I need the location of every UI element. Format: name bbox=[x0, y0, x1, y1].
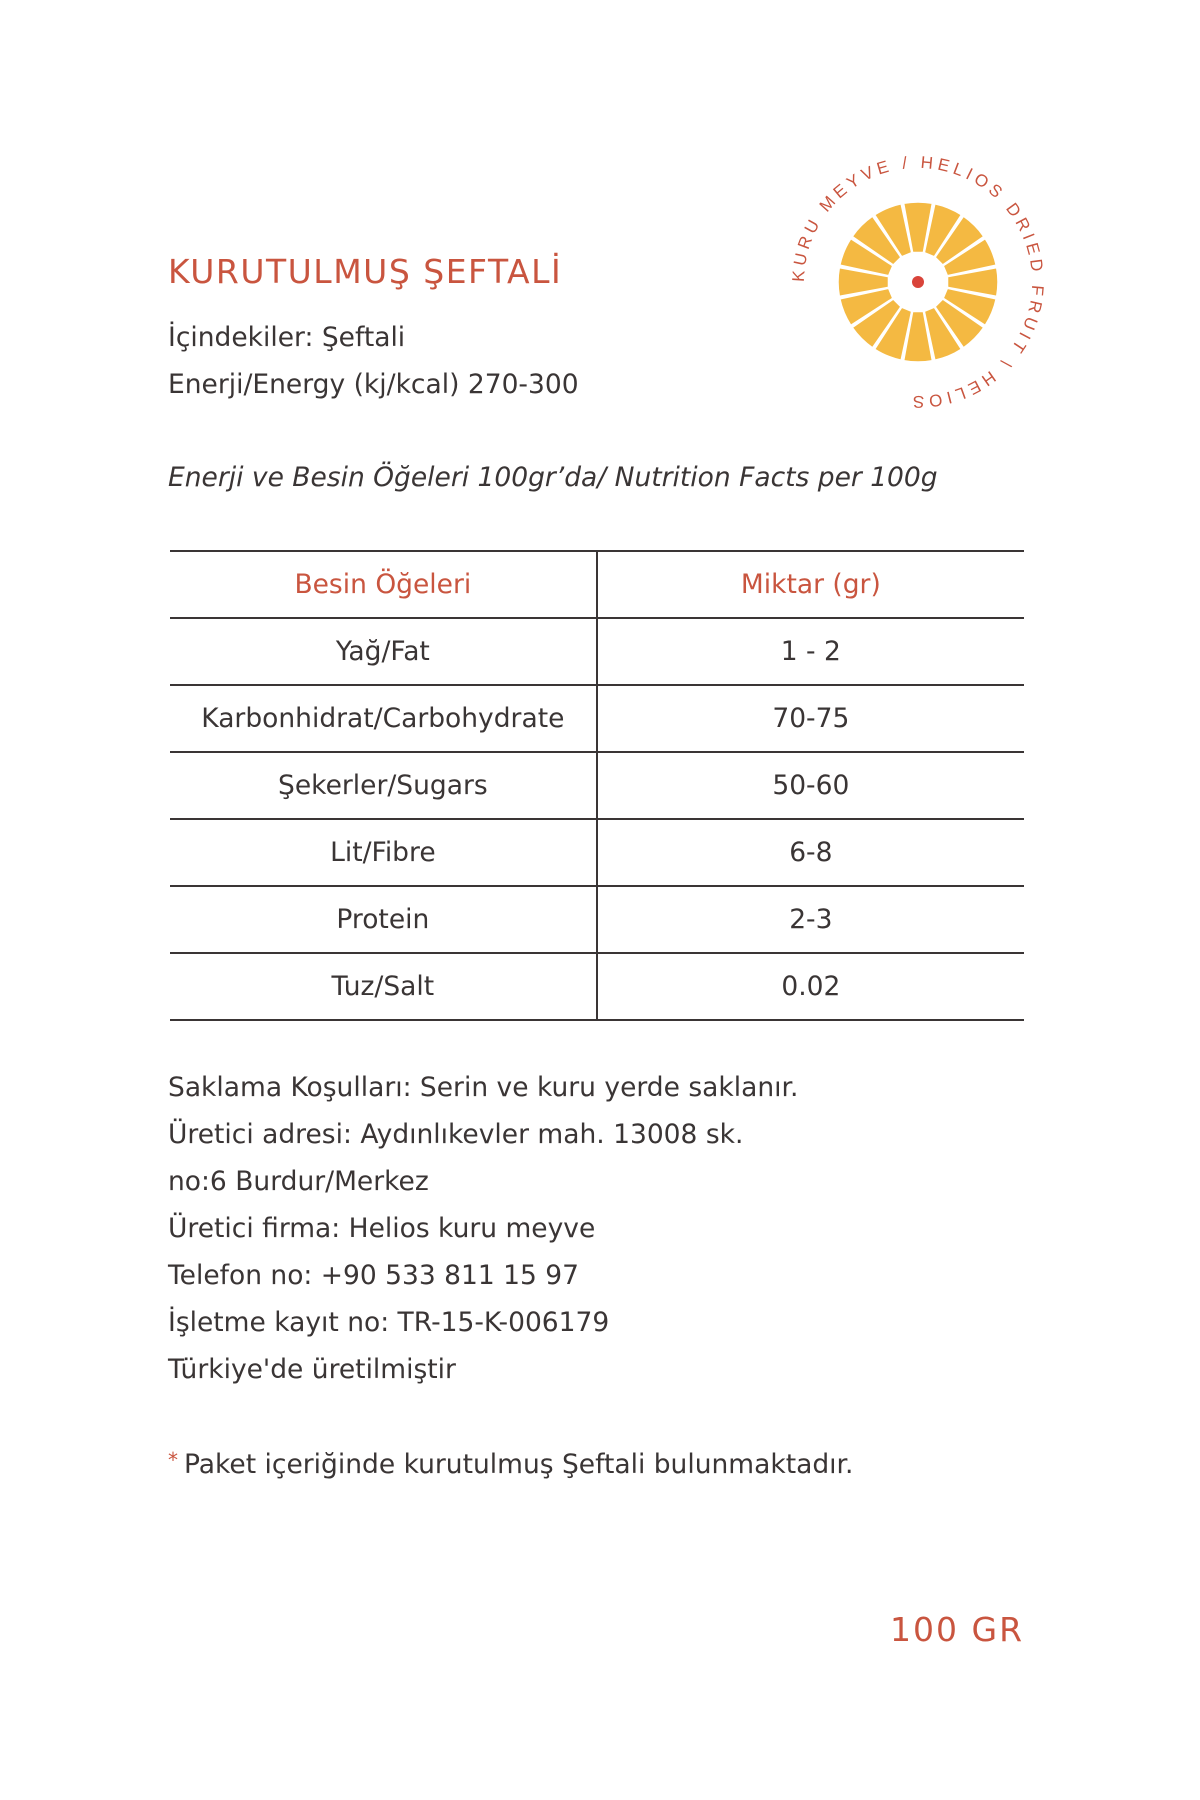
table-row bbox=[170, 819, 1024, 886]
nutrition-heading: Enerji ve Besin Öğeleri 100gr’da/ Nutrition Facts per 100g bbox=[168, 462, 938, 493]
helios-logo bbox=[782, 146, 1054, 418]
producer-address-line-1: Üretici adresi: Aydınlıkevler mah. 13008 sk. bbox=[168, 1119, 744, 1150]
energy-line: Enerji/Energy (kj/kcal) 270-300 bbox=[168, 369, 579, 400]
package-note bbox=[168, 1448, 853, 1480]
producer-address-line-2: no:6 Burdur/Merkez bbox=[168, 1166, 429, 1197]
nutrient-cell: Protein bbox=[170, 886, 597, 953]
table-header-row bbox=[170, 551, 1024, 618]
column-header-amount: Miktar (gr) bbox=[597, 551, 1024, 618]
logo-ring-text: KURU MEYVE / HELIOS DRIED FRUIT \ HELIOS bbox=[788, 152, 1048, 412]
ingredients-line: İçindekiler: Şeftali bbox=[168, 322, 406, 353]
nutrient-cell: Tuz/Salt bbox=[170, 953, 597, 1020]
amount-cell: 2-3 bbox=[597, 886, 1024, 953]
table-row bbox=[170, 685, 1024, 752]
amount-cell: 70-75 bbox=[597, 685, 1024, 752]
product-title: KURUTULMUŞ ŞEFTALİ bbox=[168, 252, 563, 291]
amount-cell: 6-8 bbox=[597, 819, 1024, 886]
table-row bbox=[170, 886, 1024, 953]
package-note-text: Paket içeriğinde kurutulmuş Şeftali bulunmaktadır. bbox=[184, 1449, 854, 1480]
amount-cell: 0.02 bbox=[597, 953, 1024, 1020]
table-row bbox=[170, 618, 1024, 685]
net-weight: 100 GR bbox=[890, 1610, 1024, 1649]
registration-number: İşletme kayıt no: TR-15-K-006179 bbox=[168, 1307, 610, 1338]
producer-company: Üretici firma: Helios kuru meyve bbox=[168, 1213, 596, 1244]
nutrient-cell: Lit/Fibre bbox=[170, 819, 597, 886]
nutrient-cell: Şekerler/Sugars bbox=[170, 752, 597, 819]
nutrient-cell: Yağ/Fat bbox=[170, 618, 597, 685]
table-row bbox=[170, 752, 1024, 819]
nutrient-cell: Karbonhidrat/Carbohydrate bbox=[170, 685, 597, 752]
nutrition-table bbox=[170, 550, 1024, 1021]
amount-cell: 50-60 bbox=[597, 752, 1024, 819]
storage-conditions: Saklama Koşulları: Serin ve kuru yerde saklanır. bbox=[168, 1072, 799, 1103]
sun-center-dot bbox=[912, 276, 924, 288]
asterisk-mark: * bbox=[168, 1448, 178, 1472]
phone-number: Telefon no: +90 533 811 15 97 bbox=[168, 1260, 579, 1291]
amount-cell: 1 - 2 bbox=[597, 618, 1024, 685]
table-row bbox=[170, 953, 1024, 1020]
column-header-nutrient: Besin Öğeleri bbox=[170, 551, 597, 618]
country-of-origin: Türkiye'de üretilmiştir bbox=[168, 1354, 456, 1385]
